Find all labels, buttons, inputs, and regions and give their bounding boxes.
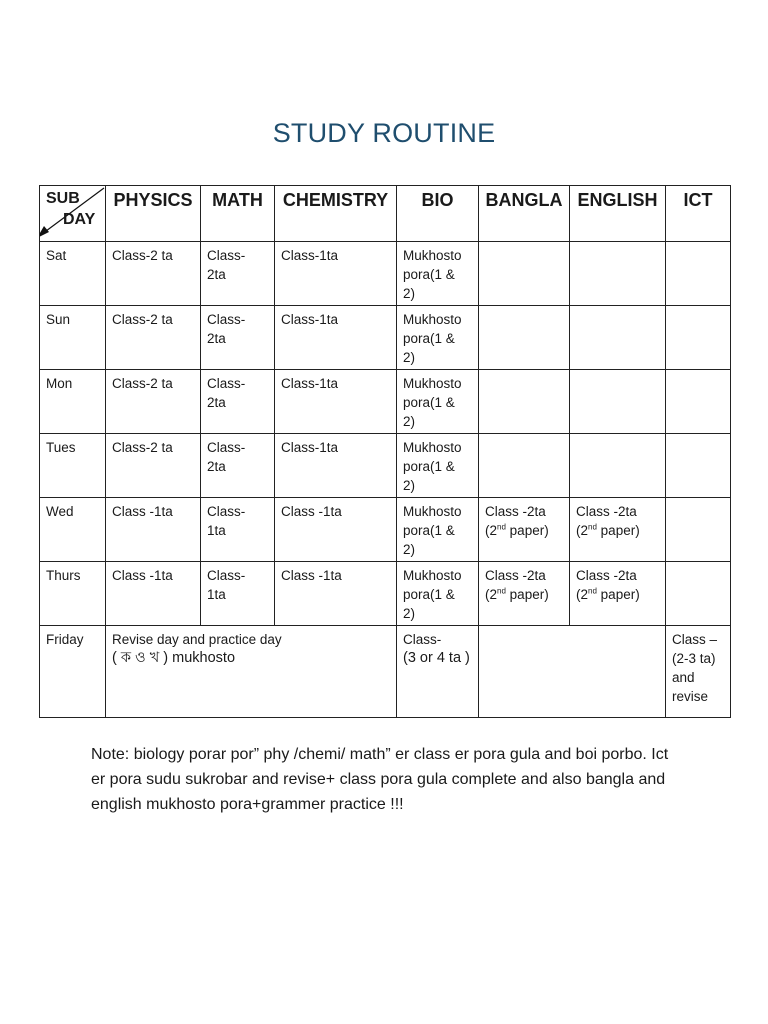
english-cell: [570, 306, 666, 370]
physics-cell: Class-2 ta: [106, 370, 201, 434]
header-english: ENGLISH: [570, 186, 666, 242]
chemistry-cell: Class-1ta: [275, 370, 397, 434]
table-row-thurs: [40, 562, 731, 626]
friday-revise-cell: Revise day and practice day ( ক ও খ ) mukhosto: [106, 626, 397, 718]
physics-cell: Class-2 ta: [106, 434, 201, 498]
math-cell: Class- 1ta: [201, 562, 275, 626]
bangla-cell: [479, 434, 570, 498]
header-sub-label: SUB: [46, 190, 80, 207]
bangla-cell: [479, 306, 570, 370]
bangla-cell: Class -2ta (2nd paper): [479, 498, 570, 562]
header-math: MATH: [201, 186, 275, 242]
english-cell: [570, 242, 666, 306]
english-cell: Class -2ta (2nd paper): [570, 562, 666, 626]
bangla-cell: [479, 242, 570, 306]
bangla-cell: Class -2ta (2nd paper): [479, 562, 570, 626]
header-corner-cell: [40, 186, 106, 242]
day-cell: Sun: [40, 306, 106, 370]
ict-cell: [666, 434, 731, 498]
friday-ict-cell: Class – (2-3 ta) and revise: [666, 626, 731, 718]
table-row-wed: [40, 498, 731, 562]
header-bio: BIO: [397, 186, 479, 242]
ict-cell: [666, 370, 731, 434]
day-cell: Thurs: [40, 562, 106, 626]
friday-bio-cell: Class- (3 or 4 ta ): [397, 626, 479, 718]
day-cell: Mon: [40, 370, 106, 434]
chemistry-cell: Class-1ta: [275, 306, 397, 370]
table-row-sat: [40, 242, 731, 306]
header-physics: PHYSICS: [106, 186, 201, 242]
table-row-tues: [40, 434, 731, 498]
table-row-mon: [40, 370, 731, 434]
math-cell: Class- 1ta: [201, 498, 275, 562]
bio-cell: Mukhosto pora(1 & 2): [397, 498, 479, 562]
day-cell: Tues: [40, 434, 106, 498]
math-cell: Class- 2ta: [201, 434, 275, 498]
ict-cell: [666, 498, 731, 562]
page-title: STUDY ROUTINE: [272, 118, 496, 148]
note-text: Note: biology porar por” phy /chemi/ math” er class er pora gula and boi porbo. Ict er pora sudu sukrobar and revise+ class pora gula complete and also bangla and english mukhosto pora+grammer practice !!!: [91, 746, 669, 813]
physics-cell: Class -1ta: [106, 498, 201, 562]
physics-cell: Class-2 ta: [106, 242, 201, 306]
table-row-sun: [40, 306, 731, 370]
bio-cell: Mukhosto pora(1 & 2): [397, 242, 479, 306]
ict-cell: [666, 306, 731, 370]
bio-cell: Mukhosto pora(1 & 2): [397, 306, 479, 370]
english-cell: [570, 370, 666, 434]
header-day-label: DAY: [63, 211, 96, 228]
header-row: [40, 186, 731, 242]
routine-table: [39, 185, 731, 718]
math-cell: Class- 2ta: [201, 370, 275, 434]
day-cell: Wed: [40, 498, 106, 562]
header-chemistry: CHEMISTRY: [275, 186, 397, 242]
bio-cell: Mukhosto pora(1 & 2): [397, 370, 479, 434]
math-cell: Class- 2ta: [201, 306, 275, 370]
bio-cell: Mukhosto pora(1 & 2): [397, 434, 479, 498]
day-cell: Friday: [40, 626, 106, 718]
chemistry-cell: Class -1ta: [275, 562, 397, 626]
chemistry-cell: Class-1ta: [275, 434, 397, 498]
physics-cell: Class-2 ta: [106, 306, 201, 370]
math-cell: Class- 2ta: [201, 242, 275, 306]
header-ict: ICT: [666, 186, 731, 242]
bangla-cell: [479, 370, 570, 434]
bio-cell: Mukhosto pora(1 & 2): [397, 562, 479, 626]
day-cell: Sat: [40, 242, 106, 306]
ict-cell: [666, 562, 731, 626]
physics-cell: Class -1ta: [106, 562, 201, 626]
chemistry-cell: Class -1ta: [275, 498, 397, 562]
ict-cell: [666, 242, 731, 306]
english-cell: Class -2ta (2nd paper): [570, 498, 666, 562]
friday-empty-cell: [479, 626, 666, 718]
table-row-friday: [40, 626, 731, 718]
chemistry-cell: Class-1ta: [275, 242, 397, 306]
header-bangla: BANGLA: [479, 186, 570, 242]
english-cell: [570, 434, 666, 498]
